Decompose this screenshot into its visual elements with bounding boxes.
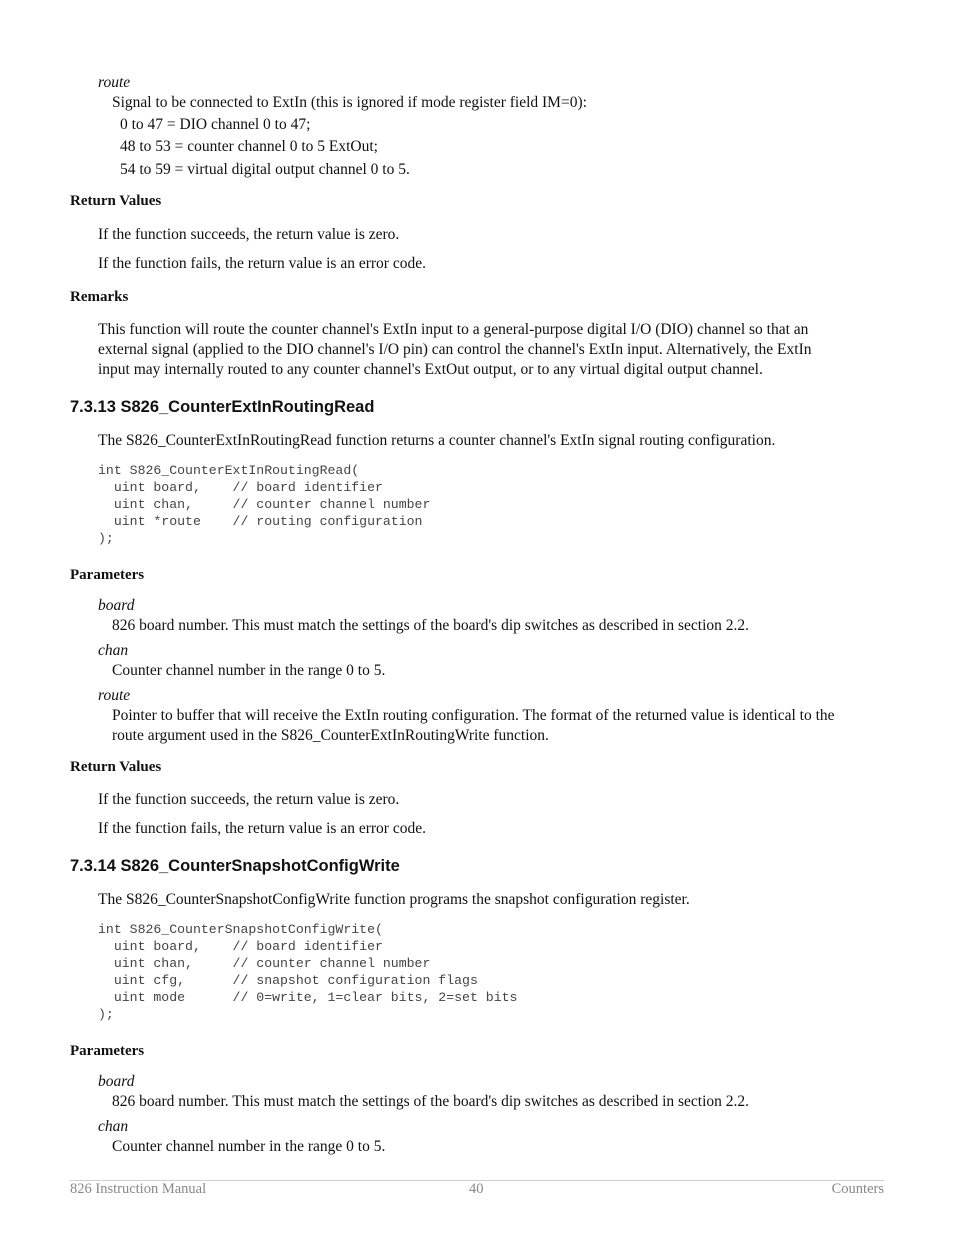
param-desc-board: 826 board number. This must match the settings of the board's dip switches as described in section 2.2. — [112, 1093, 750, 1110]
code-line: ); — [98, 1007, 114, 1022]
param-desc-chan: Counter channel number in the range 0 to 5. — [112, 1138, 386, 1155]
param-desc-board: 826 board number. This must match the settings of the board's dip switches as described in section 2.2. — [112, 617, 750, 634]
code-line: uint mode // 0=write, 1=clear bits, 2=set bits — [98, 990, 518, 1005]
return-success-text: If the function succeeds, the return value is zero. — [98, 791, 400, 808]
return-values-heading: Return Values — [70, 193, 162, 209]
return-values-heading: Return Values — [70, 759, 162, 775]
remarks-line: input may internally routed to any counter channel's ExtOut output, or to any virtual digital output channel. — [98, 361, 763, 378]
param-desc-chan: Counter channel number in the range 0 to 5. — [112, 662, 386, 679]
parameters-heading: Parameters — [70, 567, 145, 583]
code-line: uint *route // routing configuration — [98, 514, 423, 529]
code-line: int S826_CounterExtInRoutingRead( — [98, 463, 360, 478]
section-title-7314: 7.3.14 S826_CounterSnapshotConfigWrite — [70, 857, 400, 875]
code-line: uint board, // board identifier — [98, 480, 383, 495]
param-desc-route: route argument used in the S826_CounterExtInRoutingWrite function. — [112, 727, 549, 744]
param-name-board: board — [98, 1073, 135, 1090]
param-name-route: route — [98, 687, 131, 704]
return-fail-text: If the function fails, the return value is an error code. — [98, 255, 426, 272]
route-value-line: 0 to 47 = DIO channel 0 to 47; — [120, 116, 311, 133]
footer-chapter-name: Counters — [831, 1181, 884, 1197]
param-name-chan: chan — [98, 642, 129, 659]
section-intro-7313: The S826_CounterExtInRoutingRead function returns a counter channel's ExtIn signal routing configuration. — [98, 432, 776, 449]
remarks-line: external signal (applied to the DIO channel's I/O pin) can control the channel's ExtIn input. Alternatively, the ExtIn — [98, 341, 812, 358]
section-title-7313: 7.3.13 S826_CounterExtInRoutingRead — [70, 398, 375, 416]
param-name-board: board — [98, 597, 135, 614]
code-line: uint chan, // counter channel number — [98, 956, 431, 971]
route-value-line: 54 to 59 = virtual digital output channel 0 to 5. — [120, 161, 410, 178]
parameters-heading: Parameters — [70, 1043, 145, 1059]
section-intro-7314: The S826_CounterSnapshotConfigWrite function programs the snapshot configuration register. — [98, 891, 690, 908]
remarks-heading: Remarks — [70, 289, 129, 305]
param-name-chan: chan — [98, 1118, 129, 1135]
param-name-route: route — [98, 74, 131, 91]
code-line: int S826_CounterSnapshotConfigWrite( — [98, 922, 383, 937]
code-line: uint board, // board identifier — [98, 939, 383, 954]
code-line: uint chan, // counter channel number — [98, 497, 431, 512]
param-desc-route: Pointer to buffer that will receive the ExtIn routing configuration. The format of the returned value is identical to the — [112, 707, 835, 724]
remarks-line: This function will route the counter channel's ExtIn input to a general-purpose digital I/O (DIO) channel so that an — [98, 321, 809, 338]
footer-page-number: 40 — [469, 1181, 484, 1197]
code-line: ); — [98, 531, 114, 546]
route-value-line: 48 to 53 = counter channel 0 to 5 ExtOut; — [120, 138, 378, 155]
param-desc-route: Signal to be connected to ExtIn (this is ignored if mode register field IM=0): — [112, 94, 587, 111]
footer-manual-title: 826 Instruction Manual — [70, 1181, 207, 1197]
return-fail-text: If the function fails, the return value is an error code. — [98, 820, 426, 837]
return-success-text: If the function succeeds, the return value is zero. — [98, 226, 400, 243]
code-line: uint cfg, // snapshot configuration flags — [98, 973, 478, 988]
